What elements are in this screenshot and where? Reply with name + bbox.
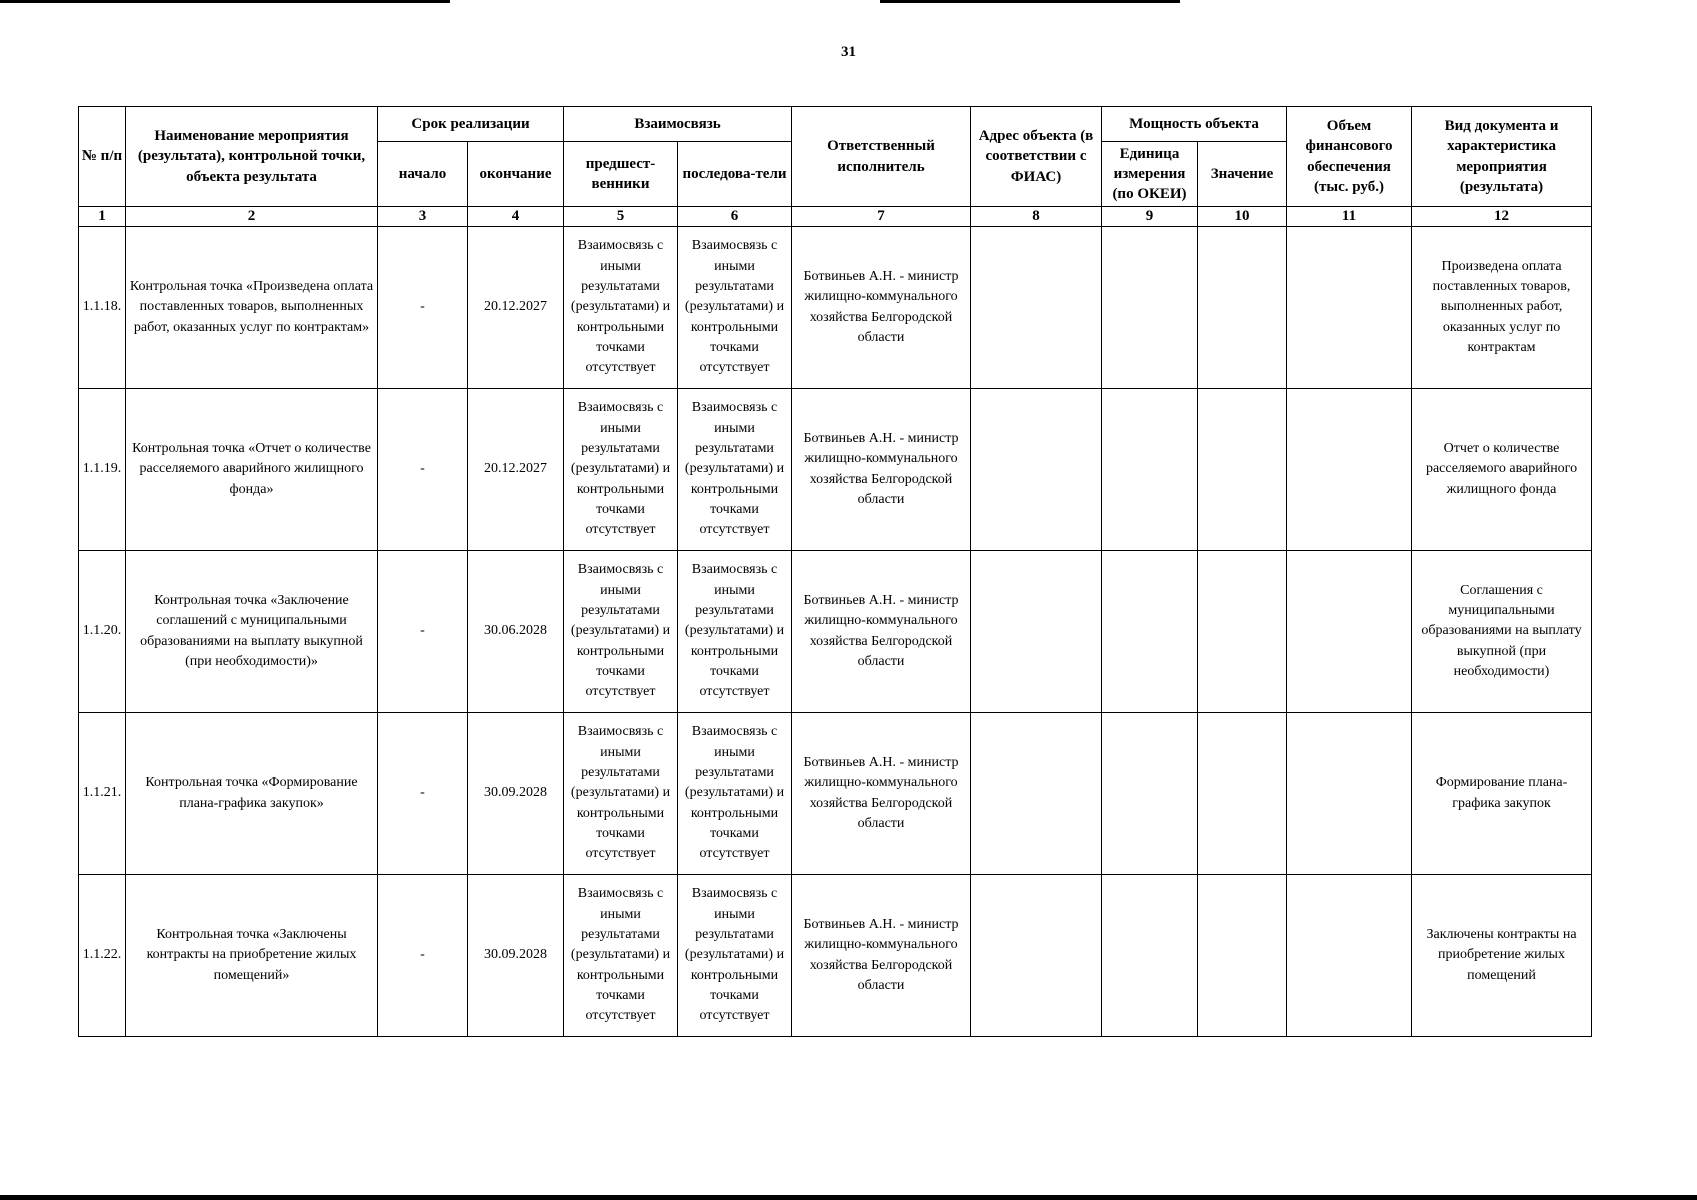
header-address: Адрес объекта (в соответствии с ФИАС) (971, 107, 1102, 207)
row-doc: Произведена оплата поставленных товаров, выполненных работ, оказанных услуг по контрактам (1412, 227, 1592, 389)
row-end: 30.09.2028 (468, 713, 564, 875)
column-number: 3 (378, 207, 468, 227)
row-unit (1102, 713, 1198, 875)
header-capacity: Мощность объекта (1102, 107, 1287, 142)
row-unit (1102, 389, 1198, 551)
row-address (971, 227, 1102, 389)
row-successors: Взаимосвязь с иными результатами (результатами) и контрольными точками отсутствует (678, 713, 792, 875)
table-row (79, 551, 1592, 713)
row-predecessors: Взаимосвязь с иными результатами (результатами) и контрольными точками отсутствует (564, 389, 678, 551)
row-funding (1287, 875, 1412, 1037)
row-number: 1.1.18. (79, 227, 126, 389)
row-predecessors: Взаимосвязь с иными результатами (результатами) и контрольными точками отсутствует (564, 551, 678, 713)
row-number: 1.1.19. (79, 389, 126, 551)
column-number: 2 (126, 207, 378, 227)
row-predecessors: Взаимосвязь с иными результатами (результатами) и контрольными точками отсутствует (564, 875, 678, 1037)
row-end: 20.12.2027 (468, 227, 564, 389)
row-value (1198, 227, 1287, 389)
header-successors: последова-тели (678, 142, 792, 207)
column-number: 12 (1412, 207, 1592, 227)
header-value: Значение (1198, 142, 1287, 207)
row-name: Контрольная точка «Заключение соглашений с муниципальными образованиями на выплату выкупной (при необходимости)» (126, 551, 378, 713)
table-header (79, 107, 1592, 227)
row-responsible: Ботвиньев А.Н. - министр жилищно-коммунального хозяйства Белгородской области (792, 713, 971, 875)
row-responsible: Ботвиньев А.Н. - министр жилищно-коммунального хозяйства Белгородской области (792, 551, 971, 713)
row-doc: Отчет о количестве расселяемого аварийного жилищного фонда (1412, 389, 1592, 551)
row-end: 30.06.2028 (468, 551, 564, 713)
row-doc: Формирование плана-графика закупок (1412, 713, 1592, 875)
row-start: - (378, 713, 468, 875)
row-successors: Взаимосвязь с иными результатами (результатами) и контрольными точками отсутствует (678, 875, 792, 1037)
column-number: 4 (468, 207, 564, 227)
column-number: 6 (678, 207, 792, 227)
column-number: 10 (1198, 207, 1287, 227)
row-start: - (378, 551, 468, 713)
scan-edge-bottom (0, 1195, 1697, 1200)
row-unit (1102, 227, 1198, 389)
table-row (79, 875, 1592, 1037)
column-number: 1 (79, 207, 126, 227)
table-row (79, 389, 1592, 551)
row-successors: Взаимосвязь с иными результатами (результатами) и контрольными точками отсутствует (678, 227, 792, 389)
row-unit (1102, 875, 1198, 1037)
row-value (1198, 713, 1287, 875)
row-predecessors: Взаимосвязь с иными результатами (результатами) и контрольными точками отсутствует (564, 713, 678, 875)
table-row (79, 227, 1592, 389)
row-address (971, 713, 1102, 875)
column-number: 8 (971, 207, 1102, 227)
header-unit: Единица измерения (по ОКЕИ) (1102, 142, 1198, 207)
column-number: 5 (564, 207, 678, 227)
row-responsible: Ботвиньев А.Н. - министр жилищно-коммунального хозяйства Белгородской области (792, 875, 971, 1037)
header-name: Наименование мероприятия (результата), контрольной точки, объекта результата (126, 107, 378, 207)
header-funding: Объем финансового обеспечения (тыс. руб.) (1287, 107, 1412, 207)
row-funding (1287, 227, 1412, 389)
column-number: 7 (792, 207, 971, 227)
row-doc: Заключены контракты на приобретение жилых помещений (1412, 875, 1592, 1037)
table-body (79, 227, 1592, 1037)
row-funding (1287, 389, 1412, 551)
column-numbers-row (79, 207, 1592, 227)
row-value (1198, 389, 1287, 551)
row-name: Контрольная точка «Формирование плана-графика закупок» (126, 713, 378, 875)
header-predecessors: предшест-венники (564, 142, 678, 207)
row-successors: Взаимосвязь с иными результатами (результатами) и контрольными точками отсутствует (678, 389, 792, 551)
measures-table (78, 106, 1592, 1037)
row-end: 20.12.2027 (468, 389, 564, 551)
row-successors: Взаимосвязь с иными результатами (результатами) и контрольными точками отсутствует (678, 551, 792, 713)
row-name: Контрольная точка «Отчет о количестве расселяемого аварийного жилищного фонда» (126, 389, 378, 551)
column-number: 11 (1287, 207, 1412, 227)
row-start: - (378, 389, 468, 551)
row-funding (1287, 713, 1412, 875)
row-start: - (378, 875, 468, 1037)
row-number: 1.1.22. (79, 875, 126, 1037)
header-end: окончание (468, 142, 564, 207)
header-relation: Взаимосвязь (564, 107, 792, 142)
row-number: 1.1.21. (79, 713, 126, 875)
header-term: Срок реализации (378, 107, 564, 142)
scan-edge-top (0, 0, 1697, 3)
header-doc: Вид документа и характеристика мероприятия (результата) (1412, 107, 1592, 207)
row-responsible: Ботвиньев А.Н. - министр жилищно-коммунального хозяйства Белгородской области (792, 227, 971, 389)
row-number: 1.1.20. (79, 551, 126, 713)
row-unit (1102, 551, 1198, 713)
row-address (971, 875, 1102, 1037)
row-doc: Соглашения с муниципальными образованиями на выплату выкупной (при необходимости) (1412, 551, 1592, 713)
row-start: - (378, 227, 468, 389)
row-predecessors: Взаимосвязь с иными результатами (результатами) и контрольными точками отсутствует (564, 227, 678, 389)
page-number: 31 (841, 44, 856, 60)
row-address (971, 551, 1102, 713)
row-value (1198, 551, 1287, 713)
header-start: начало (378, 142, 468, 207)
header-row-top (79, 107, 1592, 142)
header-responsible: Ответственный исполнитель (792, 107, 971, 207)
row-funding (1287, 551, 1412, 713)
table-row (79, 713, 1592, 875)
row-responsible: Ботвиньев А.Н. - министр жилищно-коммунального хозяйства Белгородской области (792, 389, 971, 551)
row-name: Контрольная точка «Заключены контракты на приобретение жилых помещений» (126, 875, 378, 1037)
column-number: 9 (1102, 207, 1198, 227)
header-num: № п/п (79, 107, 126, 207)
row-address (971, 389, 1102, 551)
row-name: Контрольная точка «Произведена оплата поставленных товаров, выполненных работ, оказанных услуг по контрактам» (126, 227, 378, 389)
row-end: 30.09.2028 (468, 875, 564, 1037)
row-value (1198, 875, 1287, 1037)
